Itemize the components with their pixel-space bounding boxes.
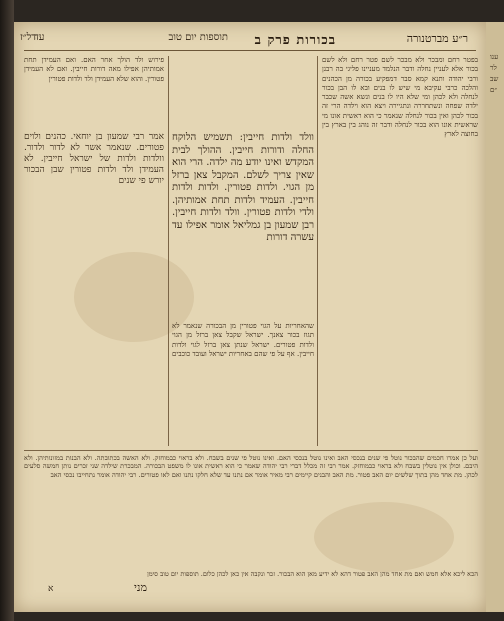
mishnah-text: וולד ולדות חייבין: תשמיש הלוקח החלה ודורות חייבין. ההולך לבית המקדש ואינו יודע מה ילדה. הרי הוא שאין צריך לשלם. המקבל צאן ברזל מן הגוי. ולדות פטורין. ולדות ולדות חייבין. העמיד ולדות תחת אמותיהן. ולדי ולדות פטורין. וולד ולדות חייבין. רבן שמעון בן גמליאל אומר אפילו עד עשרה דורות <box>172 132 314 243</box>
mishnah-main-text <box>172 132 314 245</box>
book-page <box>14 22 486 612</box>
tosafot-column-top <box>24 56 164 126</box>
commentary-column-middle <box>172 322 314 446</box>
bottom-commentary-text: ועל כן אמרו חכמים שהבכור נוטל פי שנים בנכסי האב ואינו נוטל בנכסי האם. ואינו נוטל פי שנים בשבח. ולא בראוי כבמוחזק. ולא האשה בכתובתה. ולא הבנות במזונותיהן. ולא היבם. וכולן אין נוטלין בשבח ולא בראוי כבמוחזק. אמר רבי זה מכלל דברי רבי יהודה שאמר כי הוא ראשית אונו לו משפט הבכורה. המבכרת שילדה שני זכרים נותן חמשה סלעים לכהן. מת אחד מהן בתוך שלשים יום האב פטור. מת האב והבנים קיימים רבי מאיר אומר אם נתנו עד שלא חלקו נתנו ואם לאו פטורים. רבי יהודה אומר נתחייבו נכסי האב <box>24 454 478 479</box>
tosafot-text: פירוש ולד הולך אחר האם. ואם העמידן תחת אמותיהן אפילו מאה דורות חייבין. ואם לא העמידן פטורין. והוא שלא העמידן ולד ולדות פטורין <box>24 56 164 83</box>
footer-text: הכא ליכא אלא חמש ואם מת אחד מהן האב פטור דהא לא ידיע מאן הוא הבכור. זכר ונקבה אין כאן לכהן כלום. תוספות יום טוב סימן <box>147 570 478 578</box>
column-divider <box>168 56 169 446</box>
page-header <box>14 28 486 50</box>
catchword: מני <box>134 581 147 594</box>
facing-page-edge <box>486 22 504 612</box>
page-footer-notes <box>24 570 478 592</box>
header-commentary-title: ר״ע מברטנורה <box>406 32 468 45</box>
section-divider <box>24 450 478 451</box>
header-marker: עד <box>34 32 45 43</box>
commentary-text: בפטר רחם ומבכר ולא מבכר לשם פטר רחם ולא לשם בכור אלא לעניין נחלה ודבר הנלמד מעניינו פליגי בה רבנן ורבי יהודה ותנא קמא סבר דמפקיע בכורה מן הכהנים והלכה כרבי עקיבא מי שיש לו בנים ובא לו הבן בכור לנחלה ולא לכהן ומי שלא היו לו בנים ונשא אשה שכבר ילדה שפחה ונשתחררה ונתגיירה ויצא הוא וילדה הרי זה בכור לכהן ואין בכור לנחלה שנאמר כי הוא ראשית אונו מי שראשית אונו הוא בכור לנחלה ודבר זה נוהג בין בארץ בין בחוצה לארץ <box>322 56 478 139</box>
header-tosafot-title: תוספות יום טוב <box>168 32 228 43</box>
book-gutter <box>0 0 14 621</box>
column-divider <box>317 56 318 446</box>
facing-page-text: ענו לרשב״ם <box>490 53 499 94</box>
header-chapter-title: בכורות פרק ב <box>254 33 336 48</box>
signature-mark: א <box>48 584 54 594</box>
header-rule <box>24 50 476 51</box>
bottom-commentary <box>24 454 478 562</box>
folio-number: דל״ז <box>20 32 37 43</box>
commentary-text: שהאחריות על הגוי פטורין מן הבכורה שנאמר לא תגוז בכור צאנך. ישראל שקבל צאן ברזל מן הגוי ולדות פטורים. ישראל שנתן צאן ברזל לגוי ולדות חייבין. אף על פי שהם באחריות ישראל ועובד כוכבים <box>172 322 314 358</box>
tosafot-column-main <box>24 132 164 312</box>
tosafot-text: אמר רבי שמעון בן יוחאי. כהנים ולוים פטורים. שנאמר אשר לא לדור ולדור. וולדות ולדות של ישראל חייבין. לא העמידן ולד ולדות פטורין שבן הבכור יורש פי שנים <box>24 132 164 186</box>
commentary-column-right <box>322 56 478 446</box>
